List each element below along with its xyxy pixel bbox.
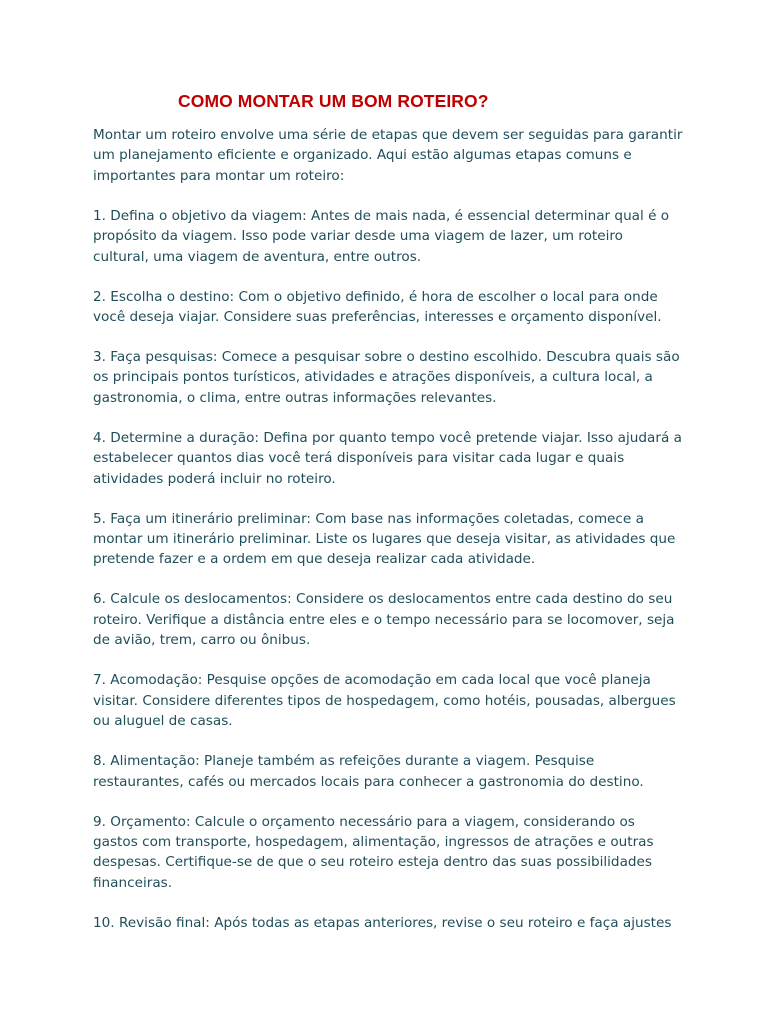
step-paragraph-1: 1. Defina o objetivo da viagem: Antes de mais nada, é essencial determinar qual é o propósito da viagem. Isso pode variar desde uma viagem de lazer, um roteiro cultural, uma viagem de aventura, entre outros. <box>93 207 670 265</box>
step-paragraph-10: 10. Revisão final: Após todas as etapas anteriores, revise o seu roteiro e faça ajustes <box>93 914 672 931</box>
document-body <box>93 125 683 953</box>
step-paragraph-7: 7. Acomodação: Pesquise opções de acomodação em cada local que você planeja visitar. Considere diferentes tipos de hospedagem, como hotéis, pousadas, albergues ou aluguel de casas. <box>93 672 676 730</box>
step-paragraph-2: 2. Escolha o destino: Com o objetivo definido, é hora de escolher o local para onde você deseja viajar. Considere suas preferências, interesses e orçamento disponível. <box>93 288 662 326</box>
step-paragraph-3: 3. Faça pesquisas: Comece a pesquisar sobre o destino escolhido. Descubra quais são os principais pontos turísticos, atividades e atrações disponíveis, a cultura local, a gastronomia, o clima, entre outras informações relevantes. <box>93 349 680 406</box>
step-paragraph-9: 9. Orçamento: Calcule o orçamento necessário para a viagem, considerando os gastos com transporte, hospedagem, alimentação, ingressos de atrações e outras despesas. Certifique-se de que o seu roteiro esteja dentro das suas possibilidades financeiras. <box>93 813 654 891</box>
intro-paragraph: Montar um roteiro envolve uma série de etapas que devem ser seguidas para garantir um planejamento eficiente e organizado. Aqui estão algumas etapas comuns e importantes para montar um roteiro: <box>93 127 683 184</box>
step-paragraph-8: 8. Alimentação: Planeje também as refeições durante a viagem. Pesquise restaurantes, cafés ou mercados locais para conhecer a gastronomia do destino. <box>93 753 644 790</box>
page-title: COMO MONTAR UM BOM ROTEIRO? <box>178 91 489 111</box>
step-paragraph-4: 4. Determine a duração: Defina por quanto tempo você pretende viajar. Isso ajudará a estabelecer quantos dias você terá disponíveis para visitar cada lugar e quais atividades poderá incluir no roteiro. <box>93 429 682 487</box>
step-paragraph-5: 5. Faça um itinerário preliminar: Com base nas informações coletadas, comece a montar um itinerário preliminar. Liste os lugares que deseja visitar, as atividades que pretende fazer e a ordem em que deseja realizar cada atividade. <box>93 510 676 568</box>
step-paragraph-6: 6. Calcule os deslocamentos: Considere os deslocamentos entre cada destino do seu roteiro. Verifique a distância entre eles e o tempo necessário para se locomover, seja de avião, trem, carro ou ônibus. <box>93 591 675 649</box>
